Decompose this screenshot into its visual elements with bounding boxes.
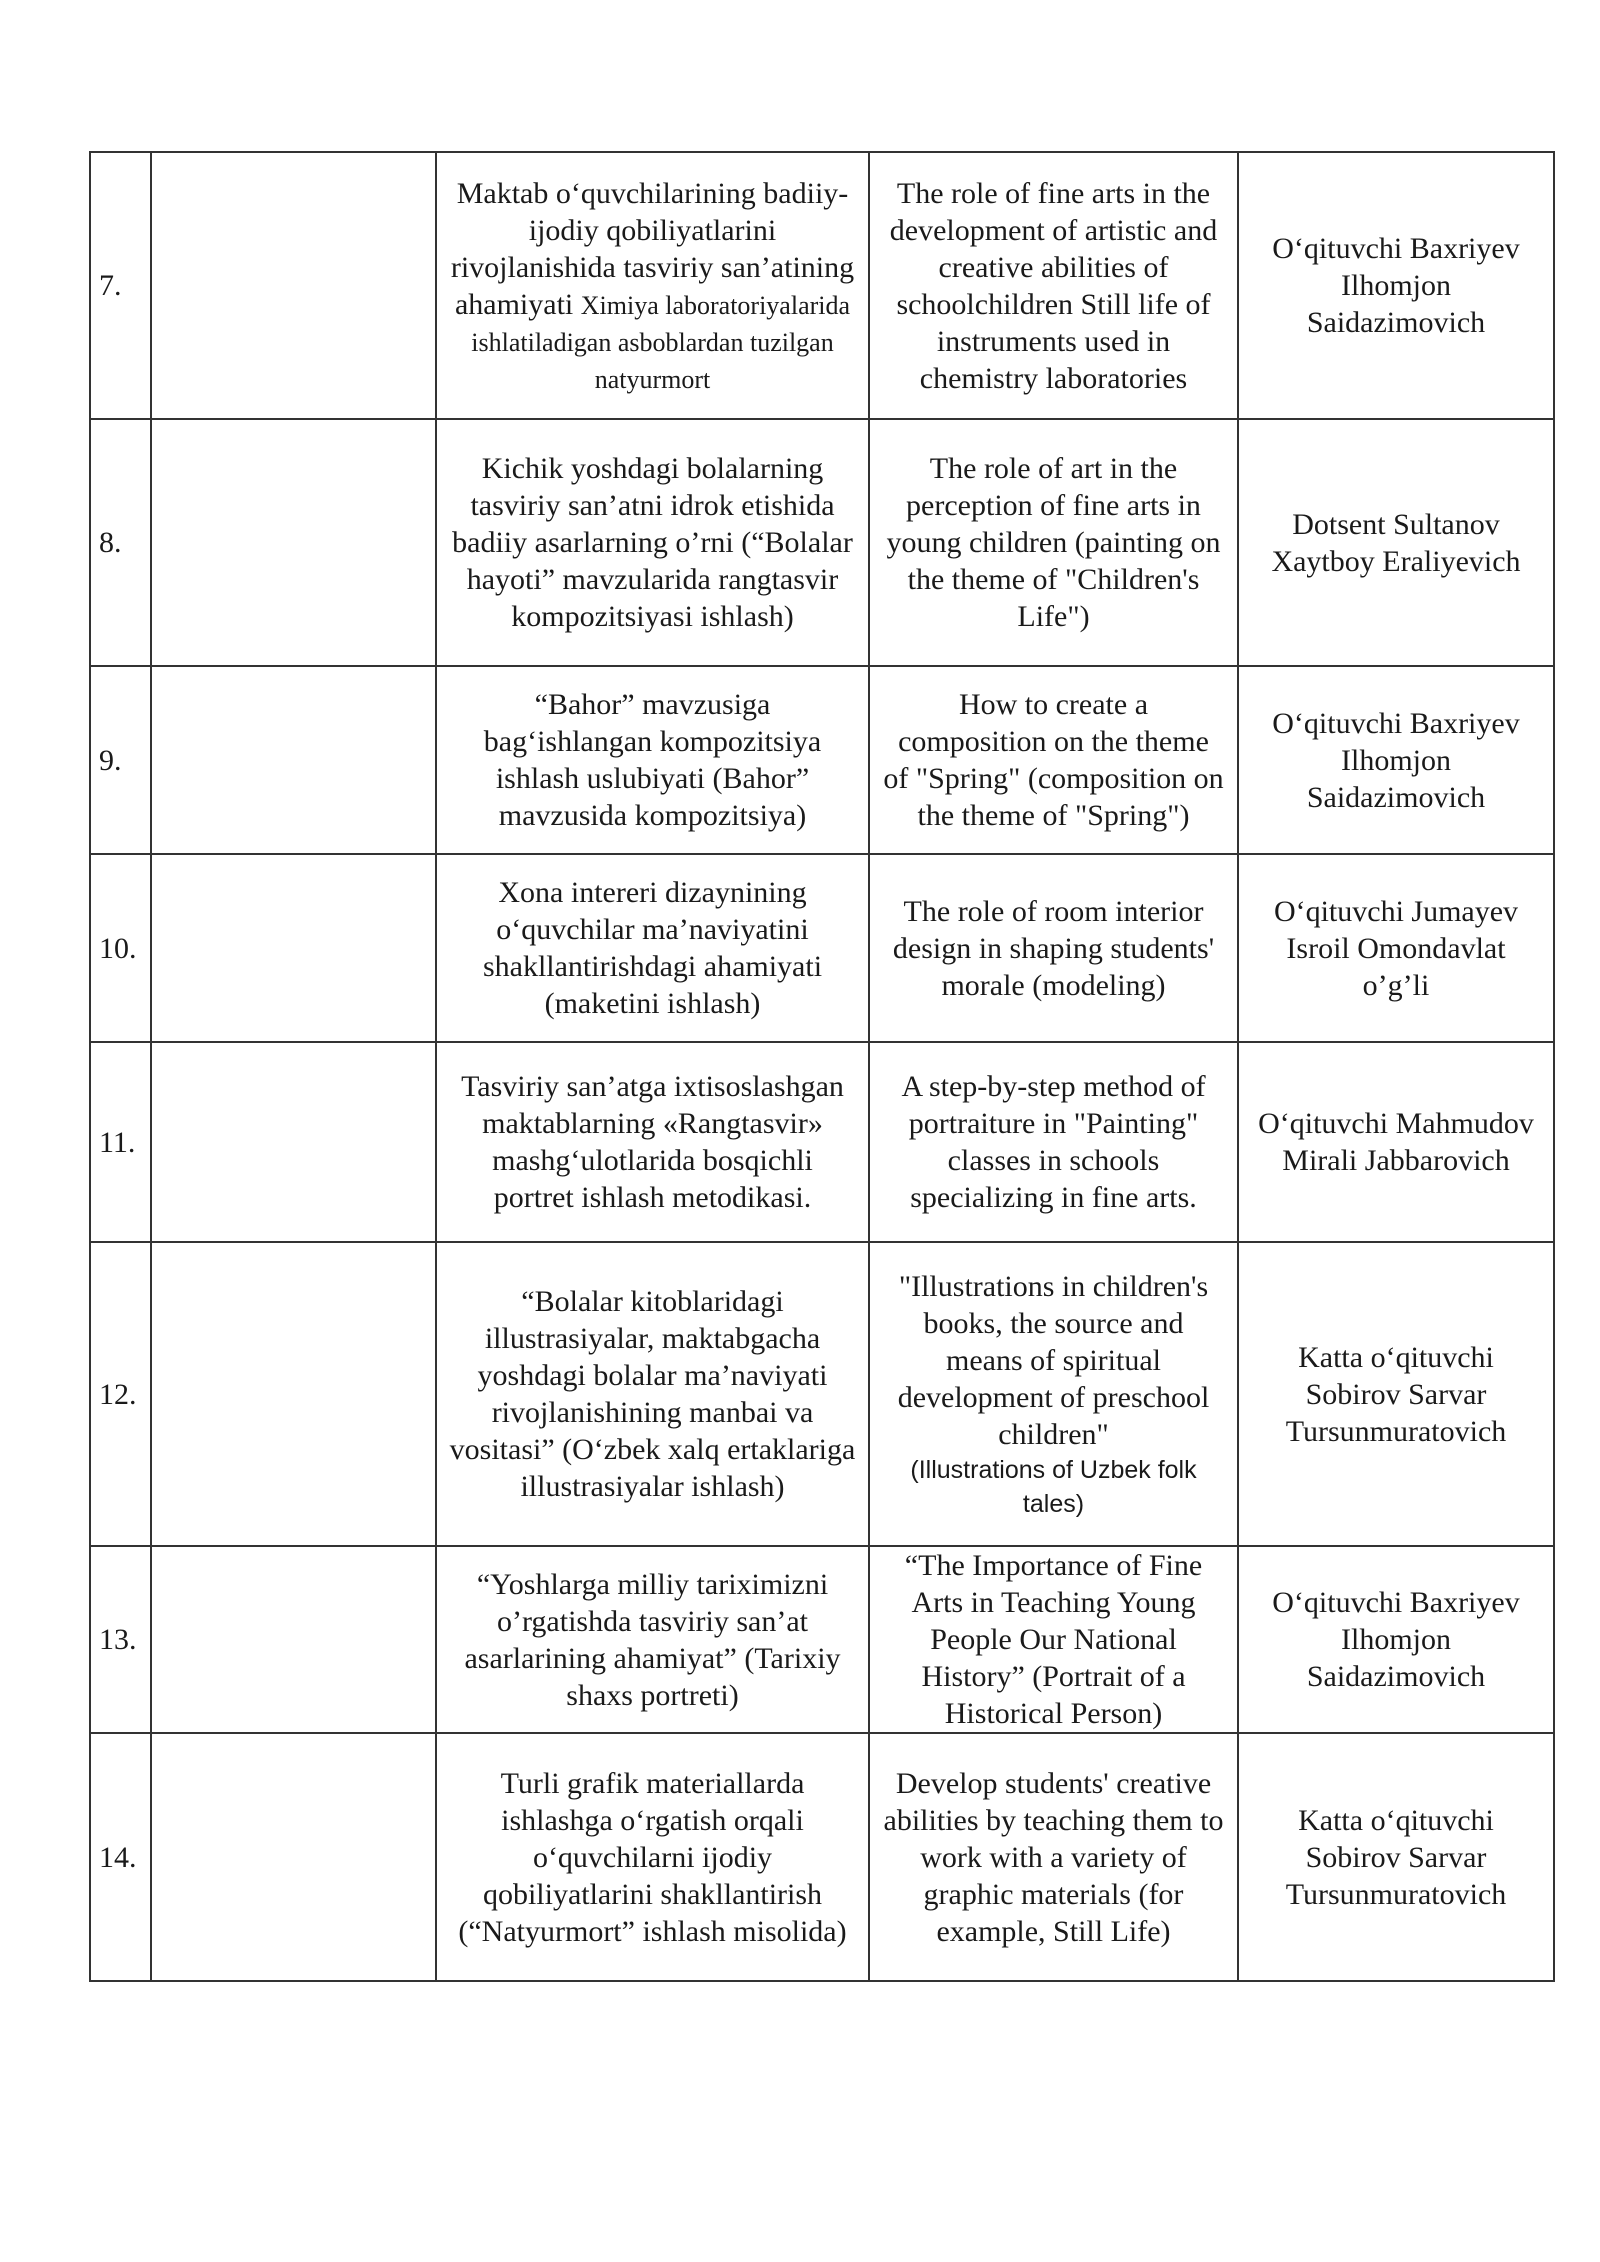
english-title-cell bbox=[869, 1242, 1238, 1546]
row-number: 8. bbox=[90, 419, 151, 666]
english-title: The role of fine arts in the development of artistic and creative abilities of schoolchildren Still life of instruments used in chemistry laboratories bbox=[889, 176, 1218, 395]
empty-cell bbox=[151, 1733, 436, 1981]
table-row bbox=[90, 152, 1554, 419]
row-number: 7. bbox=[90, 152, 151, 419]
table-row bbox=[90, 854, 1554, 1042]
empty-cell bbox=[151, 419, 436, 666]
english-title-cell: How to create a composition on the theme of "Spring" (composition on the theme of "Spring") bbox=[869, 666, 1238, 854]
uzbek-title-cell: Kichik yoshdagi bolalarning tasviriy san’atni idrok etishida badiiy asarlarning o’rni (“Bolalar hayoti” mavzularida rangtasvir kompozitsiyasi ishlash) bbox=[436, 419, 869, 666]
row-number: 9. bbox=[90, 666, 151, 854]
uzbek-title-cell: “Bolalar kitoblaridagi illustrasiyalar, maktabgacha yoshdagi bolalar ma’naviyati rivojlanishining manbai va vositasi” (O‘zbek xalq ertaklariga illustrasiyalar ishlash) bbox=[436, 1242, 869, 1546]
empty-cell bbox=[151, 1546, 436, 1733]
empty-cell bbox=[151, 1042, 436, 1242]
uzbek-title-cell: “Yoshlarga milliy tariximizni o’rgatishda tasviriy san’at asarlarining ahamiyat” (Tarixiy shaxs portreti) bbox=[436, 1546, 869, 1733]
uzbek-title-cell: Xona intereri dizaynining o‘quvchilar ma’naviyatini shakllantirishdagi ahamiyati (maketini ishlash) bbox=[436, 854, 869, 1042]
teacher-cell: O‘qituvchi Mahmudov Mirali Jabbarovich bbox=[1238, 1042, 1554, 1242]
empty-cell bbox=[151, 666, 436, 854]
row-number: 10. bbox=[90, 854, 151, 1042]
uzbek-title-cell: “Bahor” mavzusiga bag‘ishlangan kompozitsiya ishlash uslubiyati (Bahor” mavzusida kompozitsiya) bbox=[436, 666, 869, 854]
english-title-cell bbox=[869, 152, 1238, 419]
english-title-cell: The role of art in the perception of fine arts in young children (painting on the theme of "Children's Life") bbox=[869, 419, 1238, 666]
row-number: 13. bbox=[90, 1546, 151, 1733]
teacher-cell: O‘qituvchi Baxriyev Ilhomjon Saidazimovich bbox=[1238, 152, 1554, 419]
uzbek-title: Maktab o‘quvchilarining badiiy-ijodiy qobiliyatlarini rivojlanishida tasviriy san’atining ahamiyati bbox=[450, 176, 855, 321]
uzbek-note: Ximiya laboratoriyalarida ishlatiladigan asboblardan tuzilgan natyurmort bbox=[471, 290, 851, 394]
table-row bbox=[90, 1733, 1554, 1981]
uzbek-title-cell: Turli grafik materiallarda ishlashga o‘rgatish orqali o‘quvchilarni ijodiy qobiliyatlarini shakllantirish (“Natyurmort” ishlash misolida) bbox=[436, 1733, 869, 1981]
row-number: 12. bbox=[90, 1242, 151, 1546]
teacher-cell: Katta o‘qituvchi Sobirov Sarvar Tursunmuratovich bbox=[1238, 1733, 1554, 1981]
english-title-cell: “The Importance of Fine Arts in Teaching Young People Our National History” (Portrait of a Historical Person) bbox=[869, 1546, 1238, 1733]
teacher-cell: Katta o‘qituvchi Sobirov Sarvar Tursunmuratovich bbox=[1238, 1242, 1554, 1546]
table-row bbox=[90, 1546, 1554, 1733]
teacher-cell: O‘qituvchi Baxriyev Ilhomjon Saidazimovich bbox=[1238, 1546, 1554, 1733]
topics-table bbox=[89, 151, 1555, 1982]
row-number: 14. bbox=[90, 1733, 151, 1981]
english-title-cell: A step-by-step method of portraiture in "Painting" classes in schools specializing in fine arts. bbox=[869, 1042, 1238, 1242]
table-row bbox=[90, 419, 1554, 666]
teacher-cell: O‘qituvchi Jumayev Isroil Omondavlat o’g’li bbox=[1238, 854, 1554, 1042]
english-note: (Illustrations of Uzbek folk tales) bbox=[910, 1455, 1197, 1518]
teacher-cell: Dotsent Sultanov Xaytboy Eraliyevich bbox=[1238, 419, 1554, 666]
empty-cell bbox=[151, 854, 436, 1042]
empty-cell bbox=[151, 152, 436, 419]
table-row bbox=[90, 1042, 1554, 1242]
table-row bbox=[90, 666, 1554, 854]
teacher-cell: O‘qituvchi Baxriyev Ilhomjon Saidazimovich bbox=[1238, 666, 1554, 854]
uzbek-title-cell: Tasviriy san’atga ixtisoslashgan maktablarning «Rangtasvir» mashg‘ulotlarida bosqichli portret ishlash metodikasi. bbox=[436, 1042, 869, 1242]
english-title-cell: The role of room interior design in shaping students' morale (modeling) bbox=[869, 854, 1238, 1042]
row-number: 11. bbox=[90, 1042, 151, 1242]
english-title-cell: Develop students' creative abilities by teaching them to work with a variety of graphic materials (for example, Still Life) bbox=[869, 1733, 1238, 1981]
empty-cell bbox=[151, 1242, 436, 1546]
table-row bbox=[90, 1242, 1554, 1546]
uzbek-title-cell bbox=[436, 152, 869, 419]
english-title: "Illustrations in children's books, the source and means of spiritual development of preschool children" bbox=[897, 1269, 1210, 1451]
